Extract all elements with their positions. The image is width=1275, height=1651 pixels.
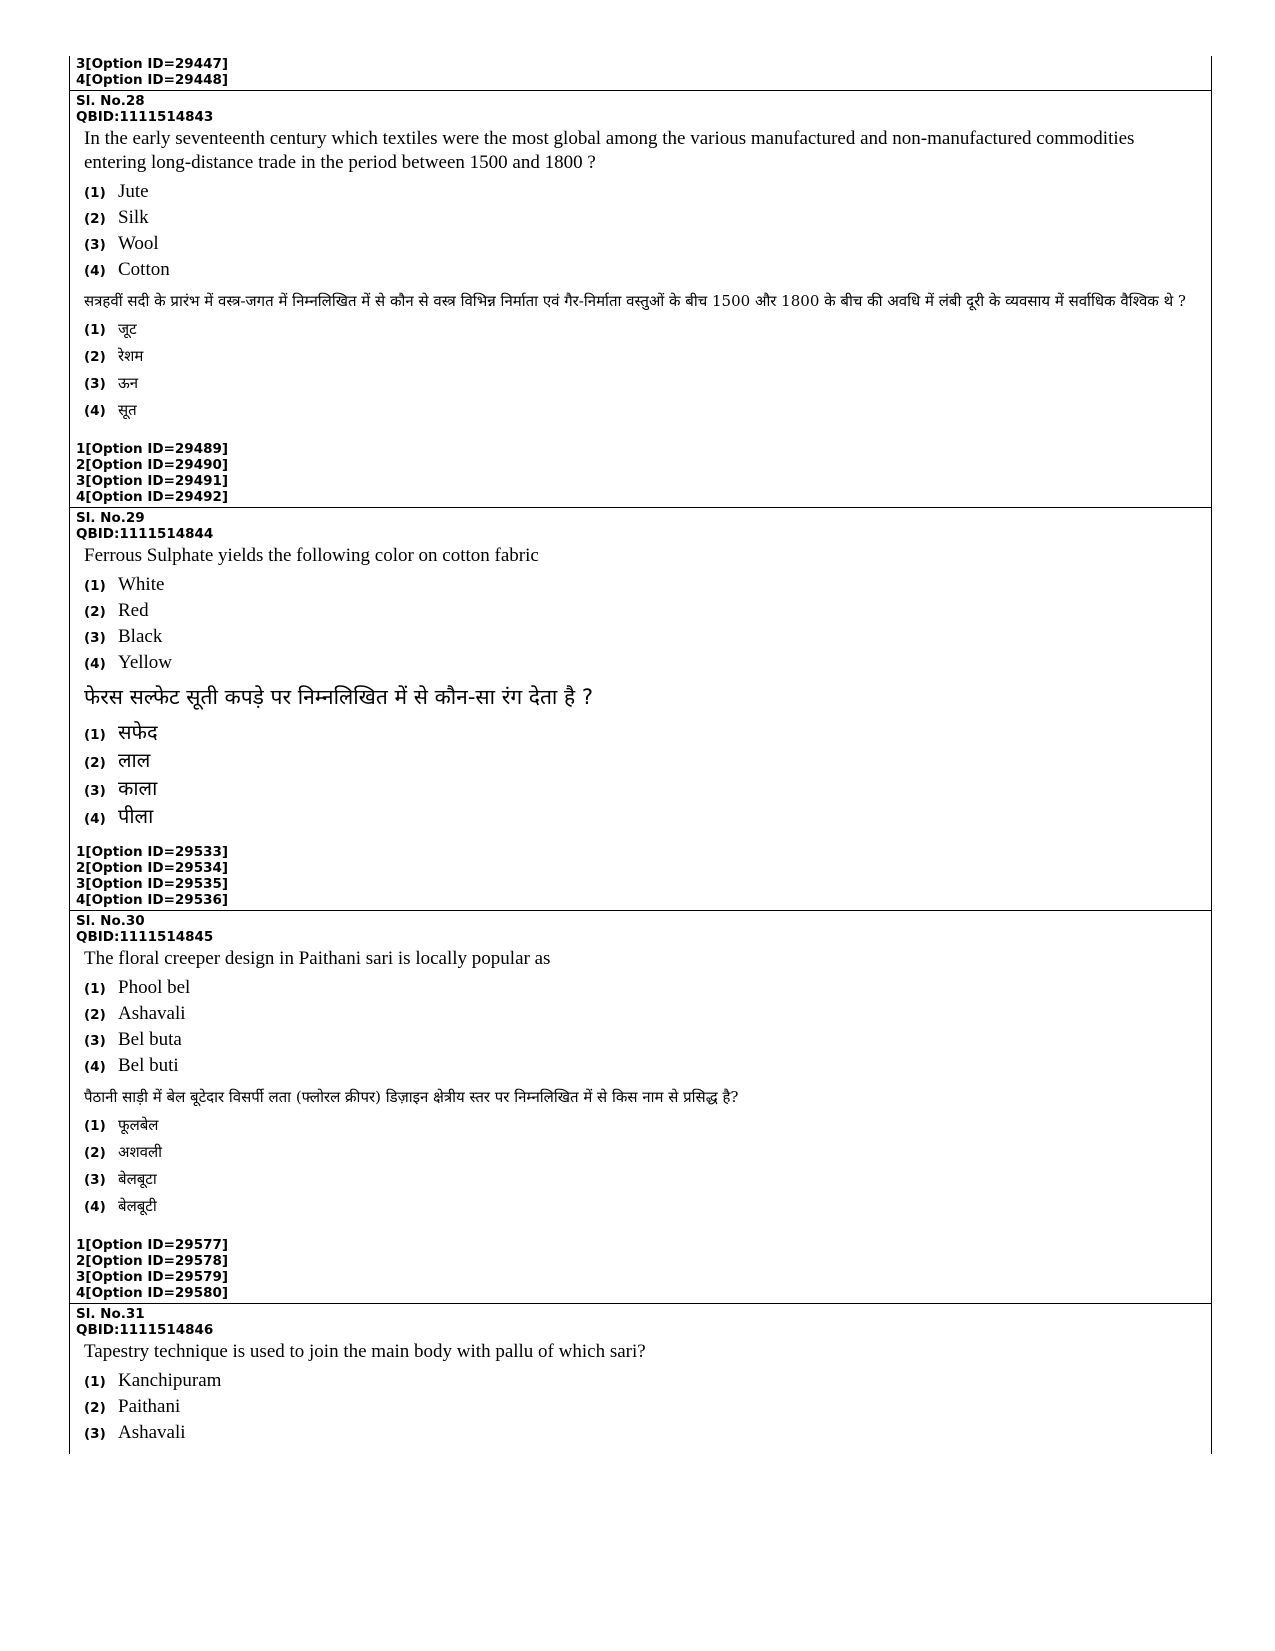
option-english-3 [84, 233, 1211, 259]
option-number: (3) [84, 1172, 106, 1188]
option-text: बेलबूटी [118, 1197, 157, 1215]
option-number: (2) [84, 1007, 106, 1023]
question-text-hindi: सत्रहवीं सदी के प्रारंभ में वस्त्र-जगत में निम्नलिखित में से कौन से वस्त्र विभिन्न निर्माता एवं गैर-निर्माता वस्तुओं के बीच 1500 और 1800 के बीच की अवधि में लंबी दूरी के व्यवसाय में सर्वाधिक वैश्विक थे ? [84, 292, 1186, 310]
serial-number: Sl. No.28 [76, 93, 145, 109]
option-id: 3[Option ID=29535] [76, 876, 229, 892]
option-text: फूलबेल [118, 1116, 159, 1134]
option-text: सफेद [118, 720, 158, 744]
option-text: Silk [118, 207, 149, 228]
option-text: Ashavali [118, 1422, 186, 1443]
option-text: जूट [118, 320, 137, 338]
option-text: Jute [118, 181, 149, 202]
question-text-english: In the early seventeenth century which textiles were the most global among the various manufactured and non-manufactured commodities entering long-distance trade in the period between 1500 and 1800 ? [84, 128, 1135, 173]
option-id: 2[Option ID=29490] [76, 457, 229, 473]
option-number: (2) [84, 755, 106, 771]
option-number: (2) [84, 604, 106, 620]
option-id: 3[Option ID=29447] [76, 56, 229, 72]
option-number: (4) [84, 1059, 106, 1075]
qbid: QBID:1111514845 [76, 929, 214, 945]
option-english-2 [84, 1396, 1211, 1422]
option-text: Cotton [118, 259, 170, 280]
qbid: QBID:1111514843 [76, 109, 214, 125]
option-text: Paithani [118, 1396, 181, 1417]
option-text: Bel buti [118, 1055, 179, 1076]
option-number: (4) [84, 403, 106, 419]
option-number: (2) [84, 1400, 106, 1416]
option-english-1 [84, 1370, 1211, 1396]
option-text: ऊन [118, 374, 139, 392]
question-block-28 [70, 91, 1211, 508]
option-hindi-1 [84, 319, 1211, 346]
option-english-3 [84, 1029, 1211, 1055]
option-text: पीला [118, 804, 154, 828]
option-hindi-4 [84, 802, 1211, 830]
option-english-2 [84, 1003, 1211, 1029]
option-number: (3) [84, 376, 106, 392]
option-id: 4[Option ID=29492] [76, 489, 229, 505]
question-block-31 [70, 1304, 1211, 1454]
option-hindi-1 [84, 718, 1211, 746]
option-number: (2) [84, 349, 106, 365]
option-english-1 [84, 181, 1211, 207]
question-block-30 [70, 911, 1211, 1304]
option-hindi-4 [84, 1196, 1211, 1223]
question-block-29 [70, 508, 1211, 911]
option-id: 4[Option ID=29536] [76, 892, 229, 908]
option-ids [76, 1237, 1211, 1301]
serial-number: Sl. No.31 [76, 1306, 145, 1322]
option-hindi-3 [84, 373, 1211, 400]
option-text: काला [118, 776, 158, 800]
option-text: अशवली [118, 1143, 163, 1161]
option-number: (4) [84, 811, 106, 827]
qbid: QBID:1111514846 [76, 1322, 214, 1338]
option-text: बेलबूटा [118, 1170, 157, 1188]
option-number: (3) [84, 1033, 106, 1049]
option-id: 1[Option ID=29577] [76, 1237, 229, 1253]
option-id: 2[Option ID=29534] [76, 860, 229, 876]
option-number: (1) [84, 727, 106, 743]
option-number: (1) [84, 1374, 106, 1390]
option-hindi-3 [84, 774, 1211, 802]
option-text: सूत [118, 401, 137, 419]
option-ids [76, 441, 1211, 505]
option-number: (3) [84, 1426, 106, 1442]
qbid: QBID:1111514844 [76, 526, 214, 542]
option-english-4 [84, 259, 1211, 285]
option-text: Yellow [118, 652, 173, 673]
option-hindi-2 [84, 746, 1211, 774]
option-text: Black [118, 626, 163, 647]
option-number: (4) [84, 263, 106, 279]
question-text-english: Tapestry technique is used to join the main body with pallu of which sari? [84, 1341, 646, 1362]
option-english-3 [84, 1422, 1211, 1448]
question-text-english: Ferrous Sulphate yields the following color on cotton fabric [84, 545, 539, 566]
option-hindi-2 [84, 1142, 1211, 1169]
option-text: रेशम [118, 347, 144, 365]
option-english-2 [84, 207, 1211, 233]
serial-number: Sl. No.30 [76, 913, 145, 929]
option-text: Phool bel [118, 977, 191, 998]
option-number: (1) [84, 1118, 106, 1134]
question-text-english: The floral creeper design in Paithani sari is locally popular as [84, 948, 551, 969]
option-text: लाल [118, 748, 151, 772]
option-text: White [118, 574, 165, 595]
option-text: Wool [118, 233, 159, 254]
option-number: (3) [84, 630, 106, 646]
option-text: Bel buta [118, 1029, 182, 1050]
option-number: (1) [84, 981, 106, 997]
option-hindi-2 [84, 346, 1211, 373]
option-number: (1) [84, 322, 106, 338]
option-english-1 [84, 977, 1211, 1003]
option-text: Kanchipuram [118, 1370, 222, 1391]
option-id: 3[Option ID=29579] [76, 1269, 229, 1285]
question-paper-sheet [69, 56, 1212, 1454]
option-number: (1) [84, 185, 106, 201]
option-english-3 [84, 626, 1211, 652]
option-english-4 [84, 652, 1211, 678]
option-number: (3) [84, 783, 106, 799]
option-number: (4) [84, 1199, 106, 1215]
option-english-1 [84, 574, 1211, 600]
option-number: (1) [84, 578, 106, 594]
option-hindi-4 [84, 400, 1211, 427]
option-hindi-3 [84, 1169, 1211, 1196]
option-text: Red [118, 600, 149, 621]
option-text: Ashavali [118, 1003, 186, 1024]
serial-number: Sl. No.29 [76, 510, 145, 526]
option-number: (3) [84, 237, 106, 253]
option-hindi-1 [84, 1115, 1211, 1142]
option-english-4 [84, 1055, 1211, 1081]
option-id: 1[Option ID=29489] [76, 441, 229, 457]
option-id: 4[Option ID=29448] [76, 72, 229, 88]
option-id: 4[Option ID=29580] [76, 1285, 229, 1301]
option-english-2 [84, 600, 1211, 626]
option-id: 2[Option ID=29578] [76, 1253, 229, 1269]
question-text-hindi: पैठानी साड़ी में बेल बूटेदार विसर्पी लता (फ्लोरल क्रीपर) डिज़ाइन क्षेत्रीय स्तर पर निम्नलिखित में से किस नाम से प्रसिद्ध है? [84, 1088, 739, 1106]
option-id: 3[Option ID=29491] [76, 473, 229, 489]
option-number: (4) [84, 656, 106, 672]
option-number: (2) [84, 1145, 106, 1161]
option-id: 1[Option ID=29533] [76, 844, 229, 860]
option-ids [76, 844, 1211, 908]
previous-option-ids [70, 56, 1211, 91]
option-number: (2) [84, 211, 106, 227]
question-text-hindi: फेरस सल्फेट सूती कपड़े पर निम्नलिखित में से कौन-सा रंग देता है ? [84, 685, 594, 709]
